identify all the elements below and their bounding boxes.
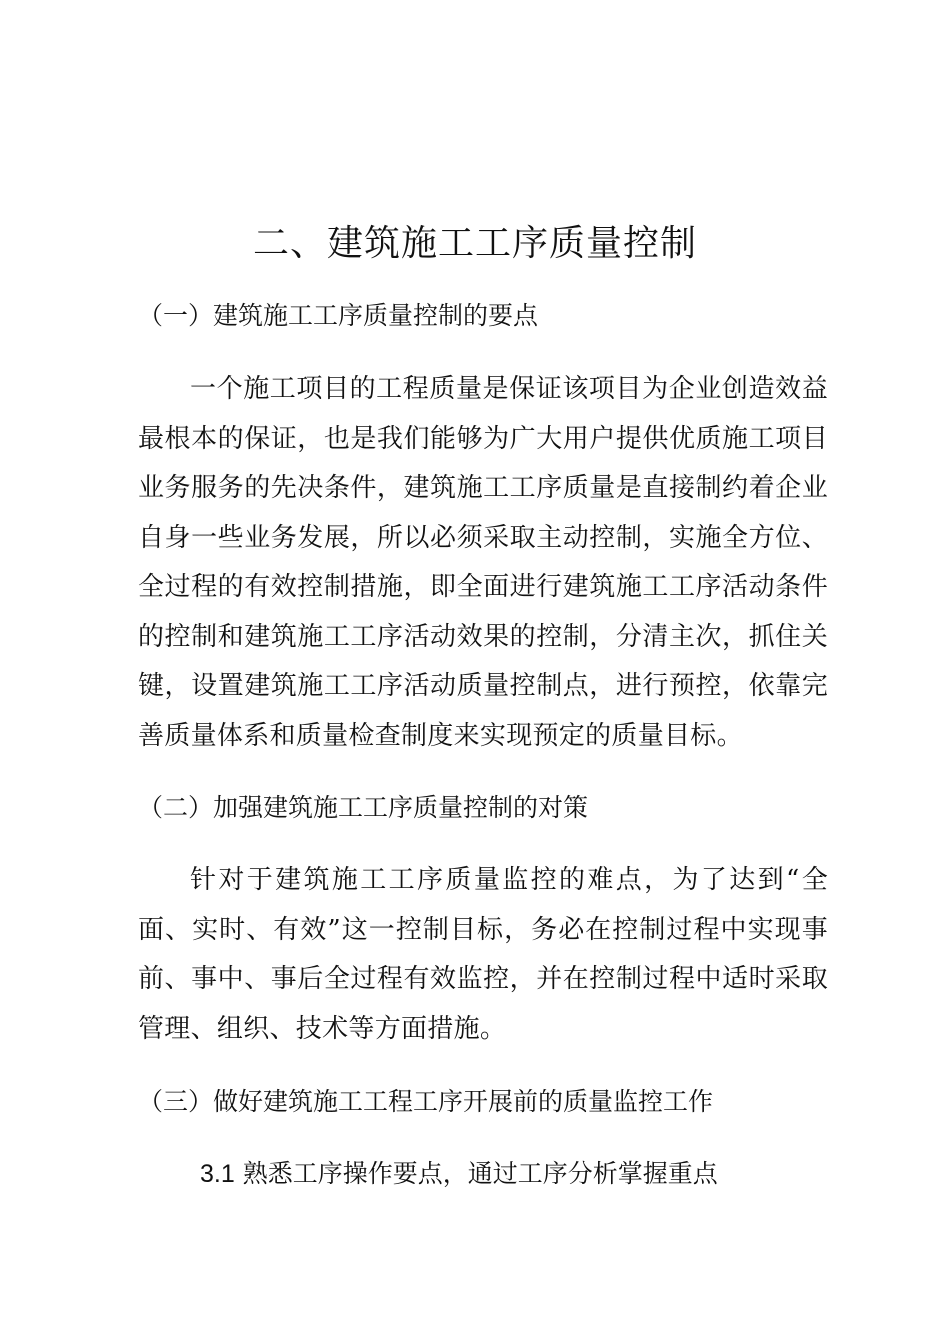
section-heading-1: （一）建筑施工工序质量控制的要点 bbox=[138, 301, 539, 330]
subsection-heading-3-1 bbox=[200, 1156, 718, 1192]
subsection-title: 熟悉工序操作要点，通过工序分析掌握重点 bbox=[242, 1159, 718, 1188]
document-title: 二、建筑施工工序质量控制 bbox=[252, 223, 697, 264]
section-paragraph-2: 针对于建筑施工工序质量监控的难点，为了达到“全面、实时、有效”这一控制目标，务必在控制过程中实现事前、事中、事后全过程有效监控，并在控制过程中适时采取管理、组织、技术等方面措施。 bbox=[138, 865, 828, 1044]
subsection-number: 3.1 bbox=[200, 1160, 235, 1188]
section-heading-2: （二）加强建筑施工工序质量控制的对策 bbox=[138, 793, 589, 822]
section-paragraph-1: 一个施工项目的工程质量是保证该项目为企业创造效益最根本的保证，也是我们能够为广大用户提供优质施工项目业务服务的先决条件，建筑施工工序质量是直接制约着企业自身一些业务发展，所以必须采取主动控制，实施全方位、全过程的有效控制措施，即全面进行建筑施工工序活动条件的控制和建筑施工工序活动效果的控制，分清主次，抓住关键，设置建筑施工工序活动质量控制点，进行预控，依靠完善质量体系和质量检查制度来实现预定的质量目标。 bbox=[138, 374, 828, 751]
section-heading-3: （三）做好建筑施工工程工序开展前的质量监控工作 bbox=[138, 1087, 714, 1116]
